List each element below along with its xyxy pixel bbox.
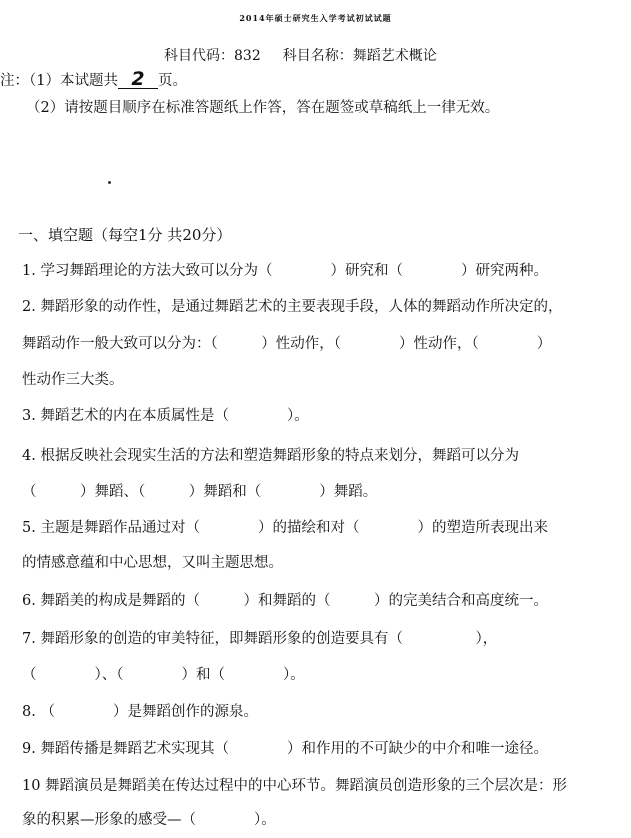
question-line: 1. 学习舞蹈理论的方法大致可以分为（ ）研究和（ ）研究两种。 bbox=[22, 263, 548, 279]
question-line: （ ）舞蹈、（ ）舞蹈和（ ）舞蹈。 bbox=[22, 484, 378, 500]
section-heading-fill-blank: 一、填空题（每空1分 共20分） bbox=[18, 226, 232, 244]
question-line: 9. 舞蹈传播是舞蹈艺术实现其（ ）和作用的不可缺少的中介和唯一途径。 bbox=[22, 741, 548, 757]
question-line: 2. 舞蹈形象的动作性，是通过舞蹈艺术的主要表现手段，人体的舞蹈动作所决定的， bbox=[22, 299, 563, 315]
note-1-suffix: 页。 bbox=[157, 73, 187, 89]
question-line: 7. 舞蹈形象的创造的审美特征，即舞蹈形象的创造要具有（ ）， bbox=[22, 631, 498, 647]
subject-name: 科目名称：舞蹈艺术概论 bbox=[282, 48, 437, 64]
question-line: 3. 舞蹈艺术的内在本质属性是（ ）。 bbox=[22, 408, 309, 424]
question-line: 10 舞蹈演员是舞蹈美在传达过程中的中心环节。舞蹈演员创造形象的三个层次是：形 bbox=[22, 778, 568, 794]
handwritten-page-count: 2 bbox=[118, 70, 158, 89]
note-2: （2）请按题目顺序在标准答题纸上作答，答在题签或草稿纸上一律无效。 bbox=[26, 100, 500, 116]
note-1 bbox=[0, 70, 187, 91]
question-line: 4. 根据反映社会现实生活的方法和塑造舞蹈形象的特点来划分，舞蹈可以分为 bbox=[22, 448, 519, 464]
question-line: （ ）、（ ）和（ ）。 bbox=[22, 667, 305, 683]
question-line: 5. 主题是舞蹈作品通过对（ ）的描绘和对（ ）的塑造所表现出来 bbox=[22, 520, 548, 536]
question-line: 性动作三大类。 bbox=[22, 372, 124, 388]
subject-info bbox=[164, 46, 437, 66]
question-line: 的情感意蕴和中心思想，又叫主题思想。 bbox=[22, 555, 283, 571]
subject-code: 科目代码：832 bbox=[164, 48, 261, 64]
question-line: 舞蹈动作一般大致可以分为：（ ）性动作，（ ）性动作，（ ） bbox=[22, 336, 552, 352]
exam-title: 2014年硕士研究生入学考试初试试题 bbox=[239, 13, 392, 23]
note-1-prefix: 注：（1）本试题共 bbox=[0, 73, 118, 89]
question-line: 6. 舞蹈美的构成是舞蹈的（ ）和舞蹈的（ ）的完美结合和高度统一。 bbox=[22, 593, 548, 609]
question-line: 象的积累—形象的感受—（ ）。 bbox=[22, 812, 276, 828]
question-line: 8. （ ）是舞蹈创作的源泉。 bbox=[22, 704, 258, 720]
speck bbox=[108, 181, 111, 184]
